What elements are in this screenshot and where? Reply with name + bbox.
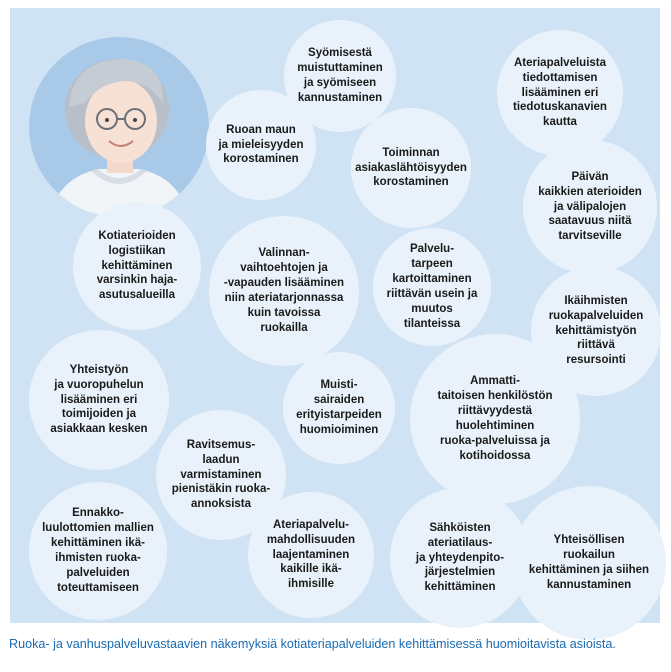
bubble-text: Ammatti- taitoisen henkilöstön riittävyydestä huolehtiminen ruoka-palveluissa ja kotihoidossa	[437, 375, 553, 462]
bubble-yhteistyon	[29, 330, 169, 470]
bubble-text: Palvelu- tarpeen kartoittaminen riittävän usein ja muutos tilanteissa	[386, 243, 478, 330]
bubble-ammatti	[410, 334, 580, 504]
bubble-text: Ateriapalvelu- mahdollisuuden laajentaminen kaikille ikä- ihmisille	[266, 518, 356, 591]
bubble-text: Yhteisöllisen ruokailun kehittäminen ja siihen kannustaminen	[528, 534, 650, 591]
bubble-palvelu-tarpeen	[373, 228, 491, 346]
bubble-text: Syömisestä muistuttaminen ja syömiseen kannustaminen	[297, 47, 383, 104]
bubble-text: Toiminnan asiakaslähtöisyyden korostaminen	[355, 146, 467, 189]
bubble-ateriapalvelu-mahd	[248, 492, 374, 618]
bubble-text: Ennakko- luulottomien mallien kehittäminen ikä- ihmisten ruoka- palveluiden toteuttamiseen	[42, 507, 154, 594]
figure-caption: Ruoka- ja vanhuspalveluvastaavien näkemyksiä kotiateriapalveluiden kehittämisessä huomioitavista asioista.	[9, 637, 616, 651]
bubble-text: Ikäihmisten ruokapalveluiden kehittämistyön riittävä resursointi	[548, 294, 644, 367]
bubble-paivan	[523, 140, 657, 274]
bubble-muisti	[283, 352, 395, 464]
bubble-text: Päivän kaikkien aterioiden ja välipalojen saatavuus niitä tarvitseville	[538, 170, 642, 243]
bubble-yhteisollisen	[512, 486, 666, 640]
bubble-text: Ravitsemus- laadun varmistaminen pienistäkin ruoka- annoksista	[171, 438, 271, 511]
bubble-ruoan-maun	[206, 90, 316, 200]
bubble-text: Sähköisten ateriatilaus- ja yhteydenpito- järjestelmien kehittäminen	[415, 521, 505, 594]
bubble-text: Yhteistyön ja vuoropuhelun lisääminen eri toimijoiden ja asiakkaan kesken	[50, 363, 148, 436]
elderly-woman-illustration	[29, 37, 209, 217]
bubble-sahkoisten	[390, 488, 530, 628]
bubble-toiminnan	[351, 108, 471, 228]
bubble-ateriapalveluista	[497, 30, 623, 156]
bubble-text: Ruoan maun ja mieleisyyden korostaminen	[218, 123, 304, 166]
bubble-text: Muisti- sairaiden erityistarpeiden huomioiminen	[296, 379, 382, 436]
bubble-text: Ateriapalveluista tiedottamisen lisääminen eri tiedotuskanavien kautta	[513, 56, 607, 129]
bubble-text: Valinnan- vaihtoehtojen ja -vapauden lisääminen niin ateriatarjonnassa kuin tavoissa ruokailla	[223, 247, 345, 334]
bubble-valinnan	[209, 216, 359, 366]
bubble-text: Kotiaterioiden logistiikan kehittäminen varsinkin haja- asutusalueilla	[96, 229, 178, 302]
bubble-ennakko	[29, 482, 167, 620]
bubble-kotiaterioiden	[73, 202, 201, 330]
